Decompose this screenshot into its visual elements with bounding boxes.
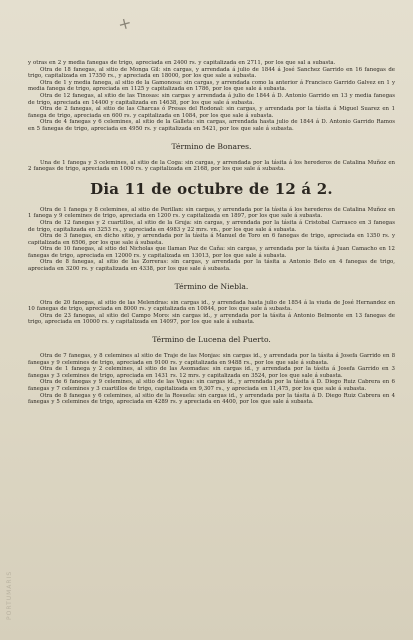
section-heading-niebla: Término de Niebla.	[174, 281, 249, 291]
section-heading-lucena: Término de Lucena del Puerto.	[152, 335, 271, 345]
entry: Otra de 4 fanegas y 6 celemines, al sitio de la Galleta: sin cargas, arrendada hasta julio de 1844 á D. Antonio Garrido Ramos en 5 fanegas de trigo, apreciada en 4950 rs. y capitalizada en 5421, por los que sale á subasta.	[28, 119, 395, 132]
entry: Una de 1 fanega y 3 celemines, al sitio de la Coga: sin cargas, y arrendada por la tásita á los herederos de Catalina Muñoz en 2 fanegas de trigo, apreciada en 1000 rs. y capitalizada en 2168, por los que sale á subasta.	[28, 159, 395, 173]
entry: Otra de 8 fanegas, al sitio de las Zorreras: sin cargas, y arrendada por la tásita a Antonio Belo en 4 fanegas de trigo, apreciada en 3200 rs. y capitalizada en 4338, por los que sale á subasta.	[28, 259, 395, 273]
side-stamp: PORTUMARIS	[6, 570, 13, 620]
entry: Otra de 10 fanegas, al sitio del Nicholas que llaman Paz de Caña: sin cargas, y arrendada por la tásita á Juan Camacho en 12 fanegas de trigo, apreciada en 12000 rs. y capitalizada en 13013, por los que sale á subasta.	[28, 246, 395, 259]
entries-group-b	[28, 207, 395, 273]
entry: Otra de 8 fanegas y 6 celemines, al sitio de la Rosuela: sin cargas id., y arrendada por la tásita á D. Diego Ruiz Cabrera en 4 fanegas y 5 celemines de trigo, apreciada en 4289 rs. y apreciada en 4400, por los que sale á subasta.	[28, 392, 395, 406]
corner-mark: +	[115, 12, 134, 35]
entry: Otra de 7 fanegas, y 8 celemines al sitio de Traje de las Monjas: sin cargas id., y arrendada por la tásita á Josefa Garrido en 8 fanegas y 9 celemines de trigo, apreciada en 9100 rs. y capitalizada en 9488 rs., por los que sale á subasta.	[28, 353, 395, 366]
entry: Otra de 6 fanegas y 9 celemines, al sitio de las Vegas: sin cargas id., y arrendada por la tásita á D. Diego Ruiz Cabrera en 6 fanegas y 7 celemines y 3 cuartillos de trigo, capitalizada en 9,307 rs., y apreciada en 11,475, por los que sale á subasta.	[28, 379, 395, 392]
entry: Otra de 2 fanegas, al sitio de las Charcas ó Presas del Rodonal: sin cargas, y arrendada por la tásita á Miguel Suarez en 1 fanega de trigo, apreciada en 600 rs. y capitalizada en 1084, por los que sale á subasta.	[28, 106, 395, 119]
entry: Otra de 3 fanegas, en dicho sitio, y arrendada por la tásita á Manuel de Toro en 6 fanegas de trigo, apreciada en 1350 rs. y capitalizada en 6506, por los que sale á subasta.	[28, 233, 395, 246]
entry: Otra de 1 fanega y 2 celemines, al sitio de las Asomadas: sin cargas id., y arrendada por la tásita á Josefa Garrido en 3 fanegas y 3 celemines de trigo, apreciada en 1431 rs. 12 mrs. y capitalizada en 3524, por los que sale á subasta.	[28, 366, 395, 379]
entries-group-a	[28, 67, 395, 133]
entries-niebla	[28, 300, 395, 326]
entry: Otra de 1 y media fanega, al sitio de la Gamonosa: sin cargas, y arrendada como la anterior á Francisco Garrido Galvez en 1 y media fanega de trigo, apreciada en 1125 y capitalizada en 1786, por los que sale á subasta.	[28, 79, 395, 93]
entries-bonares	[28, 160, 395, 173]
content	[28, 60, 395, 406]
entries-lucena	[28, 353, 395, 406]
entry: Otra de 12 fanegas, al sitio de las Tinosas: sin cargas y arrendada á julio de 1844 á D. Antonio Garrido en 13 y media fanegas de trigo, apreciada en 14400 y capitalizada en 14638, por los que sale á subasta.	[28, 92, 395, 106]
entry: Otra de 12 fanegas y 2 cuartillos, al sitio de la Gruja: sin cargas, y arrendada por la tásita á Cristobal Carrasco en 3 fanegas de trigo, capitalizada en 3253 rs., y apreciada en 4983 y 22 mrs. vn., por los que sale á subasta.	[28, 219, 395, 233]
lead-entry: y otras en 2 y media fanegas de trigo, apreciada en 2400 rs. y capitalizada en 2711, por los que sal a subasta.	[28, 60, 336, 66]
entry: Otra de 1 fanega y 8 celemines, al sitio de Perillan: sin cargas, y arrendada por la tásita á los herederos de Catalina Muñoz en 1 fanega y 9 celemines de trigo, apreciada en 1200 rs. y capitalizada en 1897, por los que sale á subasta.	[28, 206, 395, 220]
entry: Otra de 18 fanegas, al sitio de Monga Gil: sin cargas, y arrendada á julio de 1844 á José Sanchez Garrido en 16 fanegas de trigo, capitalizada en 17350 rs., y apreciada en 18000, por los que sale a subasta.	[28, 66, 395, 80]
section-heading-bonares: Término de Bonares.	[171, 141, 252, 151]
date-heading: Dia 11 de octubre de 12 á 2.	[90, 179, 333, 198]
entry: Otra de 20 fanegas, al sitio de las Melendras: sin cargas id., y arrendada hasta julio de 1854 á la viuda de José Hernandez en 10 fanegas de trigo, apreciada en 8000 rs. y capitalizada en 10844, por los que sale á subasta.	[28, 299, 395, 313]
entry: Otra de 23 fanegas, al sitio del Campo Moro: sin cargas id., y arrendada por la tásita á Antonio Belmonte en 13 fanegas de trigo, apreciada en 10000 rs. y capitalizada en 14097, por los que sale á subasta.	[28, 312, 395, 326]
